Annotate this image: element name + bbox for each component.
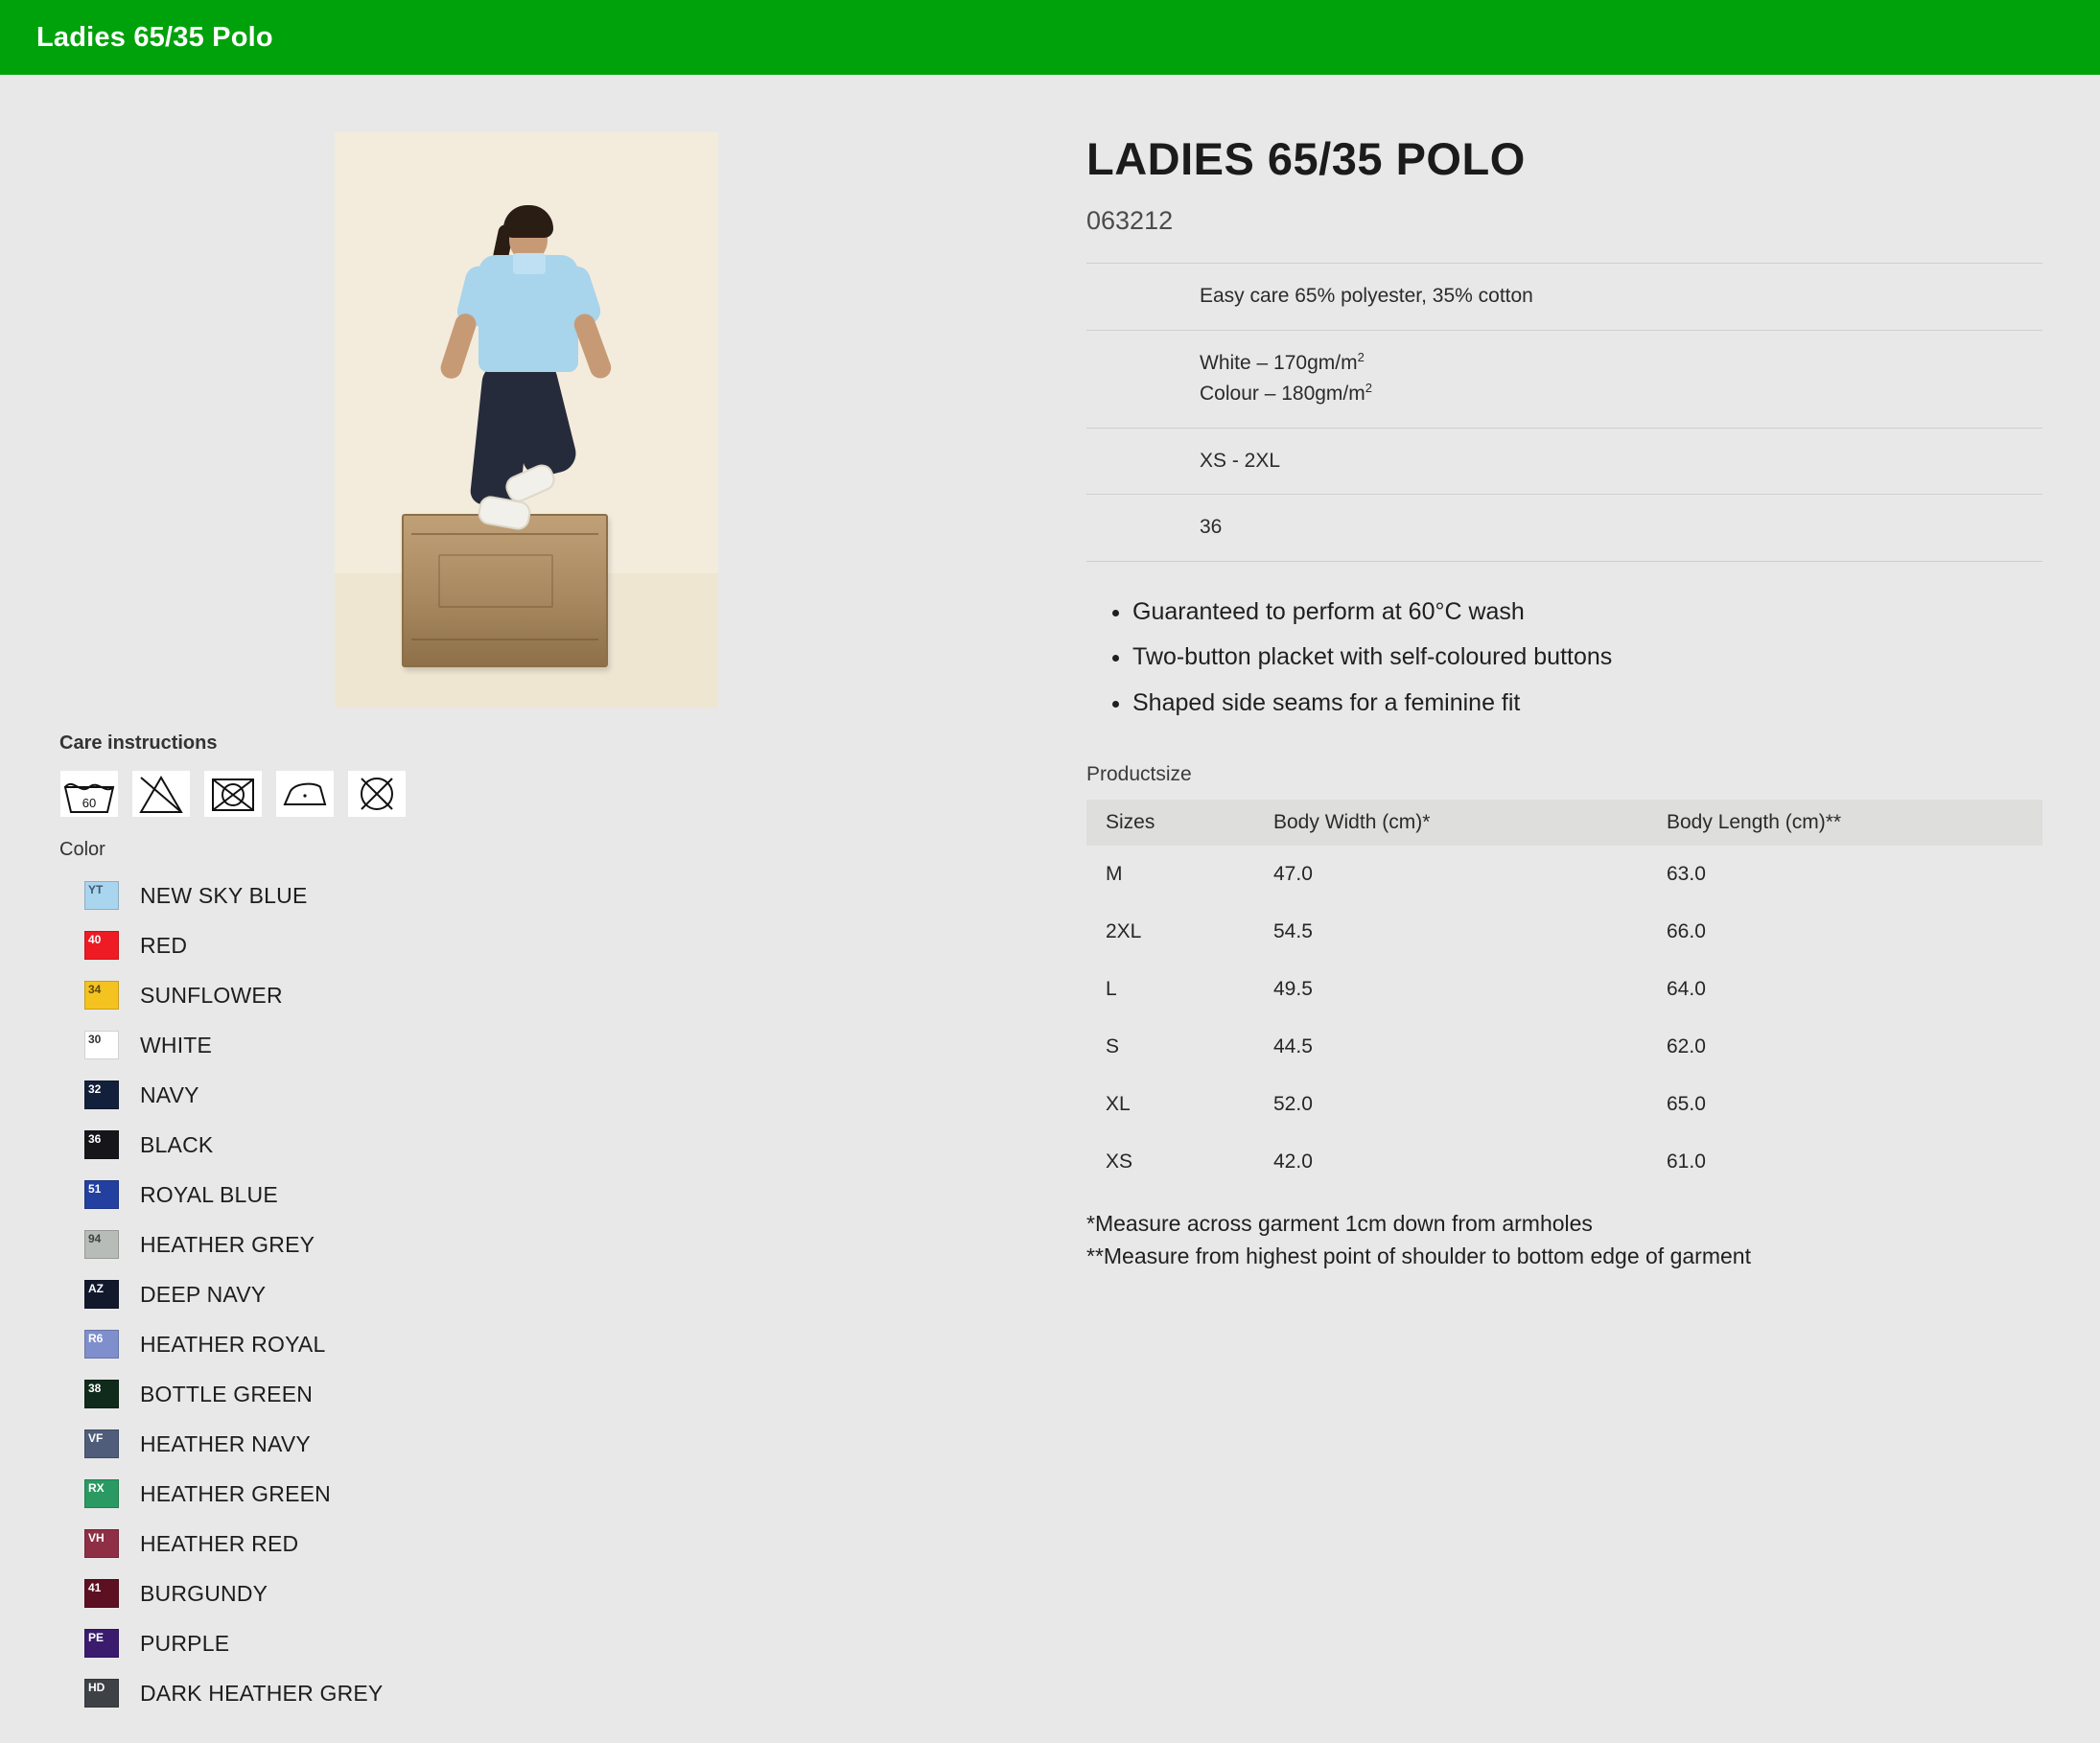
- wash-60-icon: [59, 770, 119, 818]
- color-swatch: [84, 1629, 119, 1658]
- size-table: [1086, 800, 2042, 1191]
- table-row: [1086, 495, 2042, 562]
- cell-body-width: 54.5: [1273, 920, 1313, 943]
- table-row: [1086, 961, 2042, 1018]
- cell-size: M: [1106, 863, 1123, 886]
- table-row: [1086, 264, 2042, 331]
- color-code: 38: [88, 1382, 102, 1395]
- table-row: [1086, 1018, 2042, 1076]
- color-name: WHITE: [140, 1032, 213, 1057]
- list-item[interactable]: [59, 1269, 992, 1319]
- iron-low-icon: [275, 770, 335, 818]
- footnote-body-width: *Measure across garment 1cm down from armholes: [1086, 1211, 1593, 1237]
- color-name: HEATHER ROYAL: [140, 1331, 326, 1357]
- color-code: R6: [88, 1332, 104, 1345]
- list-item[interactable]: [59, 1519, 992, 1569]
- list-item[interactable]: [59, 1120, 992, 1170]
- table-row: [1086, 903, 2042, 961]
- color-name: BOTTLE GREEN: [140, 1381, 314, 1406]
- column-header-body-width: Body Width (cm)*: [1254, 800, 1647, 846]
- cell-body-length: 65.0: [1667, 1093, 1706, 1116]
- spec-size-range: XS - 2XL: [1200, 449, 1281, 472]
- color-swatch: [84, 1180, 119, 1209]
- table-row: [1086, 846, 2042, 903]
- cell-body-length: 63.0: [1667, 863, 1706, 886]
- do-not-tumble-dry-icon: [203, 770, 263, 818]
- color-swatch: [84, 1479, 119, 1508]
- color-code: HD: [88, 1681, 105, 1694]
- care-instructions-label: Care instructions: [59, 732, 218, 754]
- color-code: 40: [88, 933, 102, 946]
- do-not-dry-clean-icon: [347, 770, 407, 818]
- color-swatch: [84, 1529, 119, 1558]
- do-not-bleach-icon: [131, 770, 191, 818]
- spec-weight-white: White – $170gm/m^2$: [1200, 349, 1365, 374]
- list-item[interactable]: [59, 1618, 992, 1668]
- footnote-body-length: **Measure from highest point of shoulder to bottom edge of garment: [1086, 1243, 1751, 1268]
- color-swatch: [84, 1579, 119, 1608]
- feature-list: [1086, 594, 2042, 722]
- color-code: 30: [88, 1033, 102, 1046]
- spec-cell: [1086, 330, 2042, 428]
- color-label: Color: [59, 839, 105, 860]
- spec-composition: Easy care 65% polyester, 35% cotton: [1200, 285, 1533, 307]
- column-header-body-length: Body Length (cm)**: [1647, 800, 2042, 846]
- color-name: PURPLE: [140, 1630, 230, 1656]
- color-name: BURGUNDY: [140, 1580, 268, 1606]
- color-swatch: [84, 1679, 119, 1708]
- color-swatch: [84, 1130, 119, 1159]
- cell-size: L: [1106, 978, 1117, 1001]
- color-name: RED: [140, 932, 188, 958]
- specification-table: [1086, 263, 2042, 562]
- color-code: YT: [88, 883, 104, 896]
- product-title: LADIES 65/35 POLO: [1086, 133, 1526, 184]
- color-name: HEATHER RED: [140, 1530, 299, 1556]
- list-item[interactable]: [59, 970, 992, 1020]
- table-row: [1086, 1076, 2042, 1133]
- productsize-label: Productsize: [1086, 763, 1192, 786]
- model-figure: [335, 132, 718, 708]
- color-list: [59, 871, 992, 1718]
- list-item[interactable]: [59, 1020, 992, 1070]
- color-code: 32: [88, 1082, 102, 1096]
- spec-cell: [1086, 428, 2042, 495]
- table-row: [1086, 428, 2042, 495]
- list-item[interactable]: [59, 1070, 992, 1120]
- color-code: 36: [88, 1132, 102, 1146]
- list-item[interactable]: [59, 1569, 992, 1618]
- cell-body-width: 49.5: [1273, 978, 1313, 1001]
- list-item[interactable]: [59, 1419, 992, 1469]
- color-name: ROYAL BLUE: [140, 1181, 278, 1207]
- list-item: • Two-button placket with self-coloured buttons: [1132, 639, 2042, 676]
- list-item[interactable]: [59, 1170, 992, 1220]
- svg-text:60: 60: [82, 796, 97, 810]
- color-swatch: [84, 1330, 119, 1359]
- color-name: NEW SKY BLUE: [140, 882, 308, 908]
- cell-body-length: 64.0: [1667, 978, 1706, 1001]
- cell-size: S: [1106, 1035, 1120, 1058]
- product-photo: [335, 132, 718, 708]
- list-item[interactable]: [59, 871, 992, 920]
- color-code: VF: [88, 1431, 104, 1445]
- color-code: 94: [88, 1232, 102, 1245]
- color-swatch: [84, 1081, 119, 1109]
- color-code: 51: [88, 1182, 102, 1196]
- color-code: PE: [88, 1631, 105, 1644]
- spec-weight-colour: Colour – $180gm/m^2$: [1200, 381, 1372, 406]
- right-column: [1050, 132, 2100, 1718]
- list-item[interactable]: [59, 1319, 992, 1369]
- cell-body-length: 62.0: [1667, 1035, 1706, 1058]
- left-column: [0, 132, 1050, 1718]
- color-code: AZ: [88, 1282, 104, 1295]
- color-swatch: [84, 981, 119, 1010]
- cell-body-width: 47.0: [1273, 863, 1313, 886]
- color-code: 41: [88, 1581, 102, 1594]
- care-icons-row: [59, 770, 992, 818]
- color-name: HEATHER GREEN: [140, 1480, 331, 1506]
- color-swatch: [84, 931, 119, 960]
- cell-body-width: 42.0: [1273, 1150, 1313, 1174]
- color-name: DEEP NAVY: [140, 1281, 267, 1307]
- list-item[interactable]: [59, 1668, 992, 1718]
- color-code: 34: [88, 983, 102, 996]
- page-body: [0, 75, 2100, 1718]
- table-row: [1086, 1133, 2042, 1191]
- color-name: HEATHER NAVY: [140, 1430, 311, 1456]
- polo-collar: [513, 253, 546, 274]
- color-code: VH: [88, 1531, 105, 1545]
- color-swatch: [84, 1031, 119, 1059]
- list-item: • Guaranteed to perform at 60°C wash: [1132, 594, 2042, 631]
- cell-size: XL: [1106, 1093, 1131, 1116]
- spec-cell: [1086, 495, 2042, 562]
- color-name: SUNFLOWER: [140, 982, 283, 1008]
- cell-size: 2XL: [1106, 920, 1142, 943]
- product-code: 063212: [1086, 206, 1174, 235]
- cell-size: XS: [1106, 1150, 1133, 1174]
- color-name: BLACK: [140, 1131, 214, 1157]
- cell-body-length: 66.0: [1667, 920, 1706, 943]
- color-swatch: [84, 881, 119, 910]
- color-name: HEATHER GREY: [140, 1231, 315, 1257]
- color-swatch: [84, 1429, 119, 1458]
- color-swatch: [84, 1280, 119, 1309]
- table-header-row: [1086, 800, 2042, 846]
- list-item[interactable]: [59, 920, 992, 970]
- list-item[interactable]: [59, 1369, 992, 1419]
- page-title: Ladies 65/35 Polo: [36, 21, 273, 53]
- list-item[interactable]: [59, 1469, 992, 1519]
- column-header-sizes: Sizes: [1086, 800, 1254, 846]
- color-code: RX: [88, 1481, 105, 1495]
- color-swatch: [84, 1380, 119, 1408]
- spec-cell: [1086, 264, 2042, 331]
- cell-body-length: 61.0: [1667, 1150, 1706, 1174]
- spec-carton-quantity: 36: [1200, 516, 1223, 539]
- size-footnotes: [1086, 1208, 2042, 1272]
- color-swatch: [84, 1230, 119, 1259]
- color-name: NAVY: [140, 1081, 199, 1107]
- model-arm-left: [437, 311, 478, 381]
- table-row: [1086, 330, 2042, 428]
- model-hair: [503, 205, 553, 238]
- cell-body-width: 52.0: [1273, 1093, 1313, 1116]
- list-item: • Shaped side seams for a feminine fit: [1132, 686, 2042, 722]
- color-name: DARK HEATHER GREY: [140, 1680, 384, 1706]
- list-item[interactable]: [59, 1220, 992, 1269]
- app-header: [0, 0, 2100, 75]
- cell-body-width: 44.5: [1273, 1035, 1313, 1058]
